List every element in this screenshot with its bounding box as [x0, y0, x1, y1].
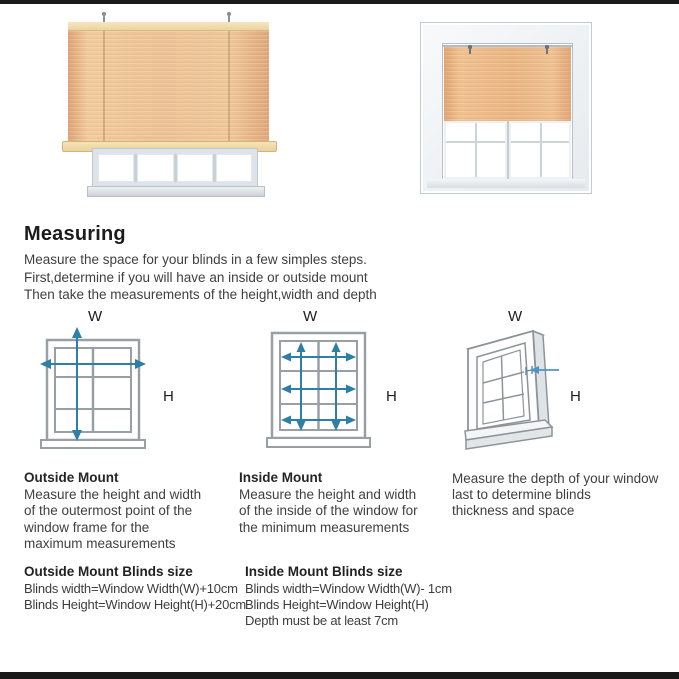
roller-blind-shade [68, 31, 269, 141]
section-title: Inside Mount Blinds size [245, 564, 403, 579]
outside-mount-info [24, 470, 239, 552]
info-line: Measure the height and width [24, 487, 202, 503]
size-line: Blinds width=Window Width(W)- 1cm [245, 581, 452, 596]
section-title: Outside Mount [24, 470, 119, 485]
width-label: W [88, 308, 103, 325]
window-pane [137, 154, 173, 182]
blind-cord [228, 31, 230, 141]
window-frame [420, 22, 592, 194]
intro-line: First,determine if you will have an inside or outside mount [24, 269, 368, 285]
inside-mount-size [245, 564, 477, 629]
depth-info [452, 471, 678, 520]
section-title: Inside Mount [239, 470, 323, 485]
inside-mount-photo [420, 22, 592, 194]
blind-texture [68, 31, 269, 141]
window-sill-outline [267, 438, 370, 447]
window-panes [98, 154, 252, 182]
blind-hook-icon [545, 45, 549, 54]
blind-texture [444, 47, 571, 121]
window-frame-bottom [427, 179, 585, 188]
depth-diagram [453, 310, 623, 460]
height-label: H [570, 388, 581, 405]
width-label: W [508, 308, 523, 325]
size-line: Blinds width=Window Width(W)+10cm [24, 581, 238, 596]
blind-hook-icon [468, 45, 472, 54]
section-title: Outside Mount Blinds size [24, 564, 193, 579]
blind-cord [103, 31, 105, 141]
info-line: the minimum measurements [239, 519, 410, 535]
window-frame [92, 148, 258, 188]
bottom-border-bar [0, 672, 679, 679]
roller-blind-shade [444, 47, 571, 121]
window-sashes [444, 121, 571, 179]
intro-line: Measure the space for your blinds in a few simples steps. [24, 252, 367, 267]
info-line: window frame for the [24, 519, 150, 535]
info-line: last to determine blinds [452, 487, 591, 503]
size-line: Depth must be at least 7cm [245, 613, 399, 628]
inside-mount-diagram [243, 310, 393, 455]
window-sill-outline [41, 440, 145, 448]
intro-text [24, 251, 377, 304]
width-label: W [303, 308, 318, 325]
info-line: of the inside of the window for [239, 503, 418, 519]
outside-mount-diagram [28, 310, 178, 455]
page-title: Measuring [24, 223, 126, 245]
inside-mount-info [239, 470, 459, 536]
blind-top-rail [68, 22, 269, 31]
window-pane [177, 154, 213, 182]
outside-mount-photo [60, 12, 320, 204]
size-line: Blinds Height=Window Height(H) [245, 597, 429, 612]
window-sash [444, 121, 507, 179]
window-opening [442, 43, 573, 181]
window-pane [216, 154, 252, 182]
window-sill [87, 186, 265, 197]
height-label: H [163, 388, 174, 405]
info-line: Measure the height and width [239, 487, 417, 503]
info-line: Measure the depth of your window [452, 471, 659, 486]
info-line: thickness and space [452, 503, 575, 519]
size-line: Blinds Height=Window Height(H)+20cm [24, 597, 247, 612]
outside-mount-size [24, 564, 256, 613]
height-label: H [386, 388, 397, 405]
top-border-bar [0, 0, 679, 4]
window-sash [509, 121, 572, 179]
window-pane [98, 154, 134, 182]
intro-line: Then take the measurements of the height,width and depth [24, 287, 377, 302]
info-line: of the outermost point of the [24, 503, 193, 519]
info-line: maximum measurements [24, 535, 176, 551]
